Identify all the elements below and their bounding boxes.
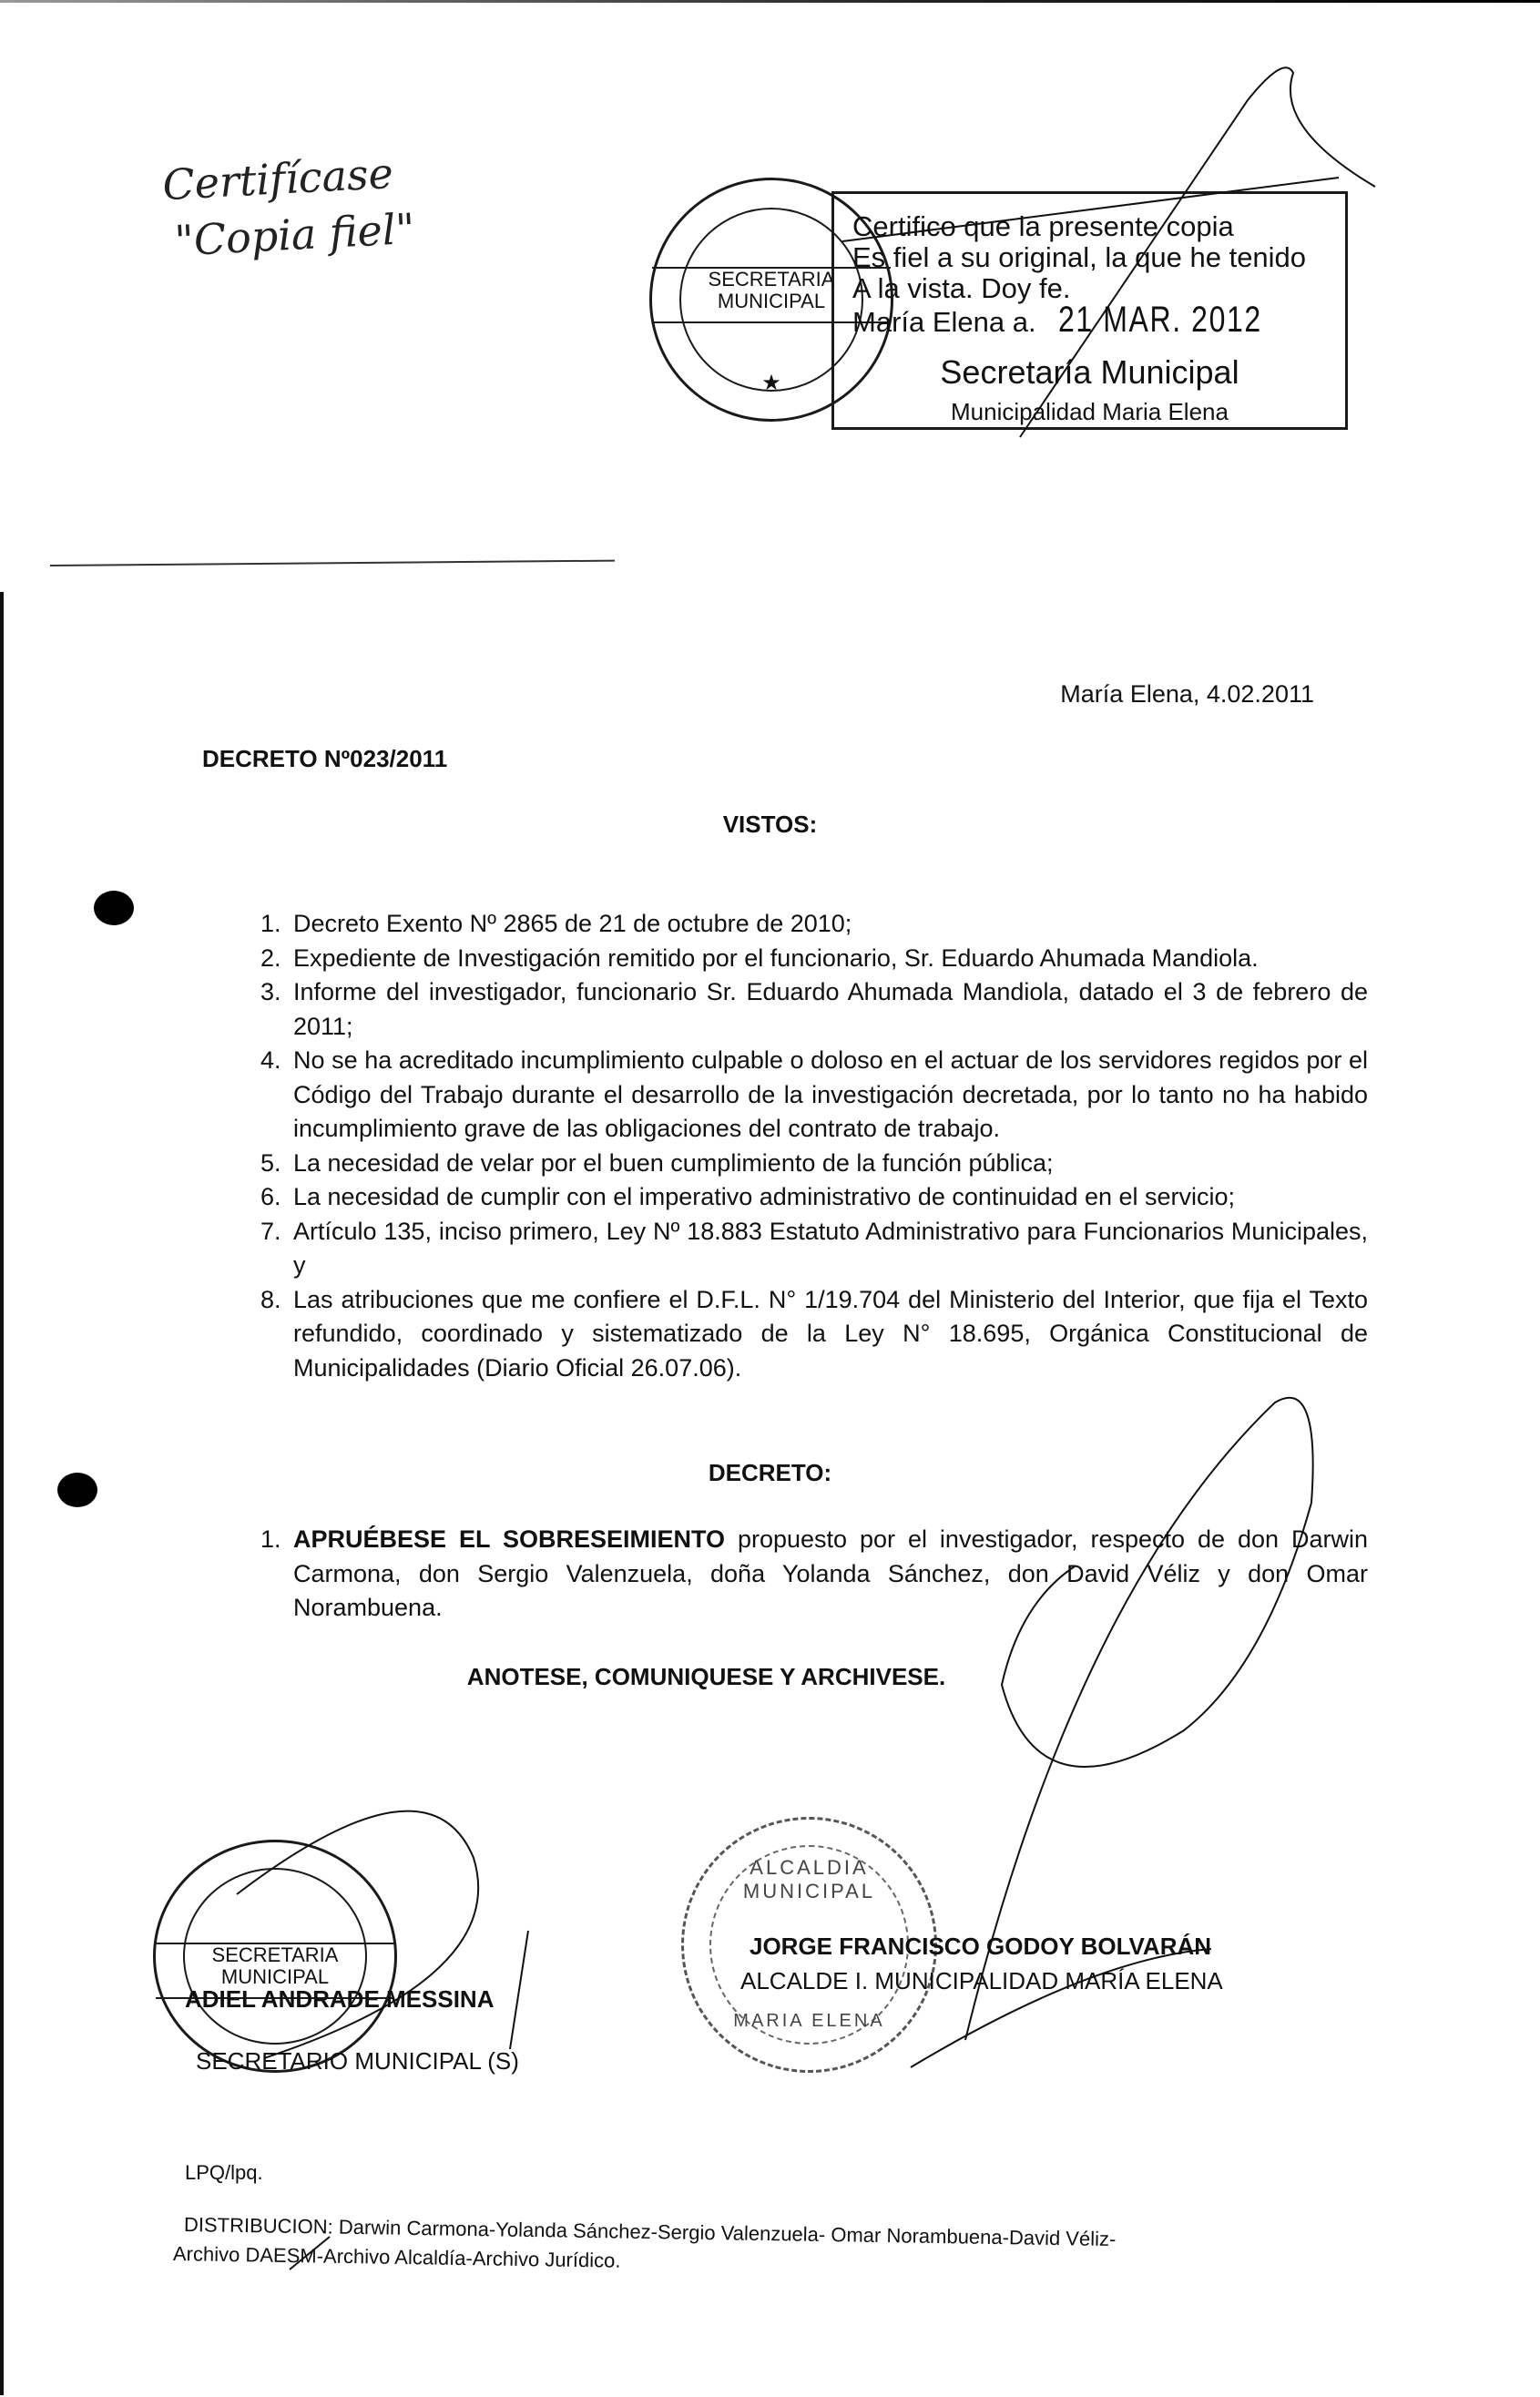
secretary-signature-stroke (510, 1931, 528, 2049)
secretary-role: SECRETARIO MUNICIPAL (S) (196, 2047, 519, 2075)
mayor-name: JORGE FRANCISCO GODOY BOLVARÁN (750, 1933, 1212, 1960)
vistos-item: 8. Las atribuciones que me confiere el D.F.L. N° 1/19.704 del Ministerio del Interior, que fija el Texto refundido, coordinado y sistematizado de la Ley N° 18.695, Orgánica Constitucional de Municipalidades (Diario Oficial 26.07.06). (288, 1283, 1368, 1386)
cert-line-4 (852, 300, 1313, 341)
hole-punch (94, 891, 134, 925)
certification-stamp (831, 191, 1348, 430)
decreto-item-text: propuesto por el investigador, respecto de don Darwin Carmona, don Sergio Valenzuela, doña Yolanda Sánchez, don David Véliz y don Omar Norambuena. (293, 1525, 1368, 1621)
secretary-name: ADIEL ANDRADE MESSINA (185, 1985, 495, 2013)
cert-place-prefix: María Elena a. (852, 306, 1036, 338)
vistos-item: 5. La necesidad de velar por el buen cumplimiento de la función pública; (288, 1147, 1368, 1181)
cert-stamp-date: 21 MAR. 2012 (1058, 300, 1262, 340)
distribution-line-1: DISTRIBUCION: Darwin Carmona-Yolanda Sánchez-Sergio Valenzuela- Omar Norambuena-David Véliz- (183, 2213, 1117, 2251)
initials: LPQ/lpq. (185, 2161, 263, 2184)
vistos-item: 1. Decreto Exento Nº 2865 de 21 de octubre de 2010; (288, 907, 1368, 942)
cert-line-1: Certifico que la presente copia (852, 210, 1234, 242)
cert-office: Secretaría Municipal (940, 353, 1239, 391)
separator-line (50, 560, 615, 566)
closing-formula: ANOTESE, COMUNIQUESE Y ARCHIVESE. (466, 1663, 946, 1690)
decreto-list (235, 1523, 1368, 1626)
distribution-line-2: Archivo DAESM-Archivo Alcaldía-Archivo Jurídico. (172, 2242, 621, 2272)
star-icon: ★ (761, 371, 781, 395)
secretaria-seal-bottom (153, 1840, 397, 2073)
handwritten-line-1: Certifícase (161, 148, 394, 210)
place-date: María Elena, 4.02.2011 (1060, 680, 1314, 708)
vistos-item: 6. La necesidad de cumplir con el imperativo administrativo de continuidad en el servicio; (288, 1180, 1368, 1215)
cert-line-3: A la vista. Doy fe. (852, 272, 1071, 304)
seal-band-line-2: MUNICIPAL (220, 1965, 330, 1989)
vistos-heading: VISTOS: (722, 811, 818, 838)
decreto-item (288, 1523, 1368, 1626)
decree-number: DECRETO Nº023/2011 (202, 745, 448, 772)
vistos-item: 2. Expediente de Investigación remitido por el funcionario, Sr. Eduardo Ahumada Mandiola. (288, 942, 1368, 976)
seal-band-line-2: MUNICIPAL (717, 290, 826, 313)
scan-left-edge (0, 592, 4, 2395)
vistos-item: 4. No se ha acreditado incumplimiento culpable o doloso en el actuar de los servidores regidos por el Código del Trabajo durante el desarrollo de la investigación decretada, por lo tanto no ha habido incumplimiento grave de las obligaciones del contrato de trabajo. (288, 1044, 1368, 1147)
alcaldia-ring-bottom: MARIA ELENA (733, 2011, 885, 2031)
scan-top-edge (0, 0, 1540, 3)
mayor-role: ALCALDE I. MUNICIPALIDAD MARÍA ELENA (740, 1967, 1223, 1994)
decreto-item-bold: APRUÉBESE EL SOBRESEIMIENTO (293, 1525, 725, 1553)
vistos-item: 3. Informe del investigador, funcionario Sr. Eduardo Ahumada Mandiola, datado el 3 de febrero de 2011; (288, 975, 1368, 1044)
handwritten-note (161, 144, 416, 270)
cert-line-2: Es fiel a su original, la que he tenido (852, 241, 1307, 273)
decreto-heading: DECRETO: (708, 1459, 832, 1486)
vistos-item: 7. Artículo 135, inciso primero, Ley Nº 18.883 Estatuto Administrativo para Funcionarios Municipales, y (288, 1215, 1368, 1283)
seal-band-line-1: SECRETARIA (708, 268, 835, 291)
seal-band-line-1: SECRETARIA (211, 1943, 339, 1966)
handwritten-line-2: "Copia fiel" (173, 203, 416, 266)
cert-municipality: Municipalidad Maria Elena (951, 398, 1229, 425)
alcaldia-ring-top: ALCALDIA MUNICIPAL (742, 1856, 876, 1902)
vistos-list (235, 907, 1368, 1385)
